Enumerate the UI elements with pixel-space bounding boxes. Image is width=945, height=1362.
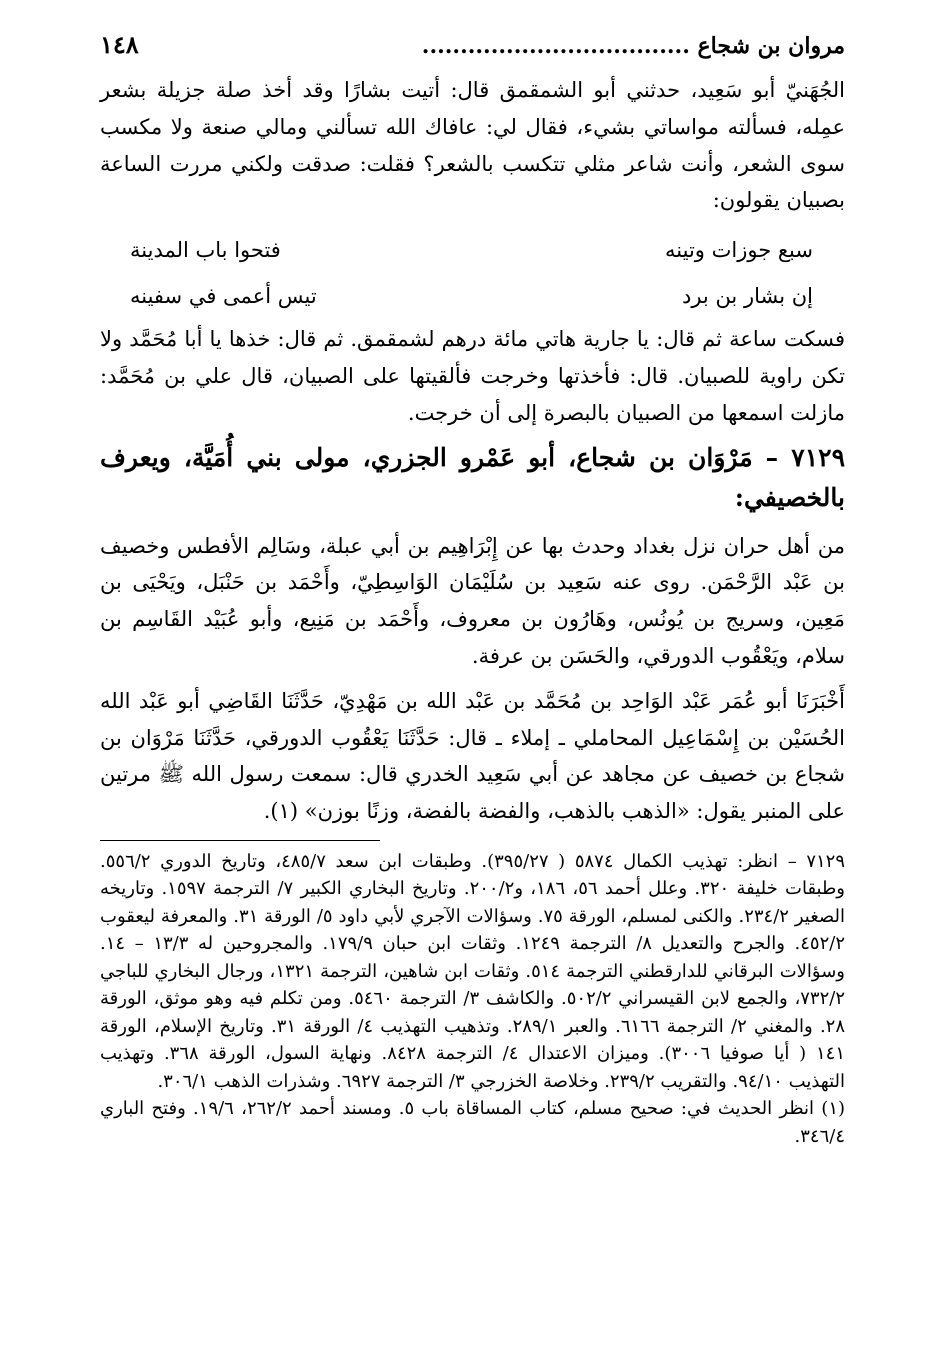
verse-hemistich-second: تيس أعمى في سفينه (130, 284, 317, 309)
verse-line (100, 227, 845, 273)
paragraph-1: الجُهَنيّ أبو سَعِيد، حدثني أبو الشمقمق قال: أتيت بشارًا وقد أخذ صلة جزيلة بشعر عمِله، فسألته مواساتي بشيء، فقال لي: عافاك الله تسألني ومالي صنعة ولا مكسب سوى الشعر، وأنت شاعر مثلي تتكسب بالشعر؟ فقلت: صدقت ولكني مررت الساعة بصبيان يقولون: (100, 78, 845, 213)
entry-title: ٧١٢٩ – مَرْوَان بن شجاع، أبو عَمْرو الجزري، مولى بني أُمَيَّة، ويعرف بالخصيفي: (100, 442, 845, 512)
paragraph-4: أَخْبَرَنَا أبو عُمَر عَبْد الوَاحِد بن مُحَمَّد بن عَبْد الله بن مَهْدِيّ، حَدَّثَنَا القَاضِي أبو عَبْد الله الحُسَيْن بن إِسْمَاعِيل المحاملي ـ إملاء ـ قال: حَدَّثَنَا يَعْقُوب الدورقي، حَدَّثَنَا مَرْوَان بن شجاع بن خصيف عن مجاهد عن أبي سَعِيد الخدري قال: سمعت رسول الله ﷺ مرتين على المنبر يقول: «الذهب بالذهب، والفضة بالفضة، وزنًا بوزن» (١). (100, 688, 845, 824)
book-page (100, 30, 845, 1150)
footnote-separator (100, 840, 380, 841)
verse-hemistich-first: سبع جوزات وتينه (665, 238, 813, 263)
footnote-1: (١) انظر الحديث في: صحيح مسلم، كتاب المساقاة باب ٥. ومسند أحمد ٢٦٢/٢، ١٩/٦. وفتح الباري ٣٤٦/٤. (100, 1098, 846, 1147)
verse-hemistich-second: فتحوا باب المدينة (130, 238, 281, 263)
footnotes (100, 848, 845, 1151)
page-header (100, 30, 845, 72)
verse-line (100, 273, 845, 319)
paragraph-3: من أهل حران نزل بغداد وحدث بها عن إِبْرَاهِيم بن أبي عبلة، وسَالِم الأفطس وخصيف بن عَبْد الرَّحْمَن. روى عنه سَعِيد بن سُلَيْمَان الوَاسِطِيّ، وأَحْمَد بن حَنْبَل، ويَحْيَى بن مَعِين، وسريج بن يُونُس، وهَارُون بن معروف، وأَحْمَد بن مَنِيع، وأبو عُبَيْد القَاسِم بن سلام، ويَعْقُوب الدورقي، والحَسَن بن عرفة. (100, 533, 845, 668)
footnote-sources: ٧١٢٩ – انظر: تهذيب الكمال ٥٨٧٤ ( ٣٩٥/٢٧). وطبقات ابن سعد ٤٨٥/٧، وتاريخ الدوري ٥٥٦/٢. وطبقات خليفة ٣٢٠. وعلل أحمد ٥٦، ١٨٦، و٢٠٠/٢. وتاريخ البخاري الكبير ٧/ الترجمة ١٥٩٧. وتاريخه الصغير ٢٣٤/٢. والكنى لمسلم، الورقة ٧٥. وسؤالات الآجري لأبي داود ٥/ الورقة ٣١. والمعرفة ليعقوب ٤٥٢/٢. والجرح والتعديل ٨/ الترجمة ١٢٤٩. وثقات ابن حبان ١٧٩/٩. والمجروحين له ١٣/٣ – ١٤. وسؤالات البرقاني للدارقطني الترجمة ٥١٤. وثقات ابن شاهين، الترجمة ١٣٢١، ورجال البخاري للباجي ٧٣٢/٢، والجمع لابن القيسراني ٥٠٢/٢. والكاشف ٣/ الترجمة ٥٤٦٠. ومن تكلم فيه وهو موثق، الورقة ٢٨. والمغني ٢/ الترجمة ٦١٦٦. والعبر ٢٨٩/١. وتذهيب التهذيب ٤/ الورقة ٣١. وتاريخ الإسلام، الورقة ١٤١ ( أيا صوفيا ٣٠٠٦). وميزان الاعتدال ٤/ الترجمة ٨٤٢٨. ونهاية السول، الورقة ٣٦٨. وتهذيب التهذيب ٩٤/١٠. والتقريب ٢٣٩/٢. وخلاصة الخزرجي ٣/ الترجمة ٦٩٢٧. وشذرات الذهب ٣٠٦/١. (100, 850, 846, 1092)
poem-verses (100, 227, 845, 319)
verse-hemistich-first: إن بشار بن برد (681, 284, 813, 309)
running-title: مروان بن شجاع ................................... (421, 33, 845, 59)
paragraph-2: فسكت ساعة ثم قال: يا جارية هاتي مائة درهم لشمقمق. ثم قال: خذها يا أبا مُحَمَّد ولا تكن راوية للصبيان. قال: فأخذتها وخرجت فألقيتها على الصبيان، قال علي بن مُحَمَّد: مازلت اسمعها من الصبيان بالبصرة إلى أن خرجت. (100, 327, 845, 425)
page-number: ١٤٨ (100, 30, 139, 59)
